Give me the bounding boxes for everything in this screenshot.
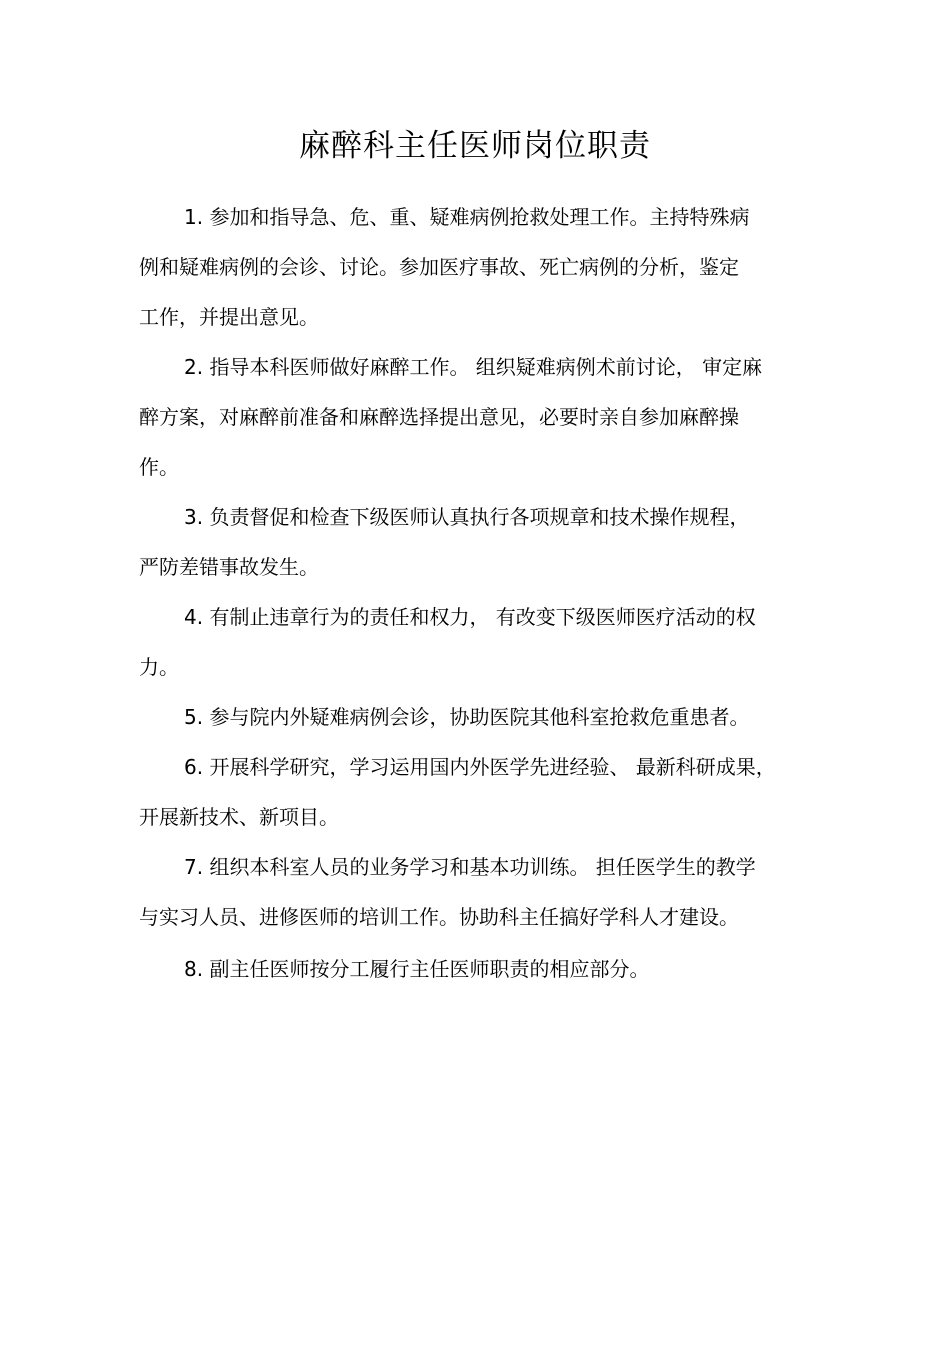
- duty-item-6-line-1: 6. 开展科学研究，学习运用国内外医学先进经验、 最新科研成果，: [184, 755, 776, 779]
- document-title: 麻醉科主任医师岗位职责: [299, 128, 651, 164]
- duty-item-4-line-2: 力。: [139, 655, 179, 679]
- duty-item-3-line-1: 3. 负责督促和检查下级医师认真执行各项规章和技术操作规程，: [184, 505, 750, 529]
- duty-item-2-line-3: 作。: [139, 455, 179, 479]
- duty-item-7-line-2: 与实习人员、进修医师的培训工作。协助科主任搞好学科人才建设。: [139, 905, 739, 929]
- duty-item-1-line-3: 工作，并提出意见。: [139, 305, 319, 329]
- duty-item-3-line-2: 严防差错事故发生。: [139, 555, 319, 579]
- duty-item-4-line-1: 4. 有制止违章行为的责任和权力， 有改变下级医师医疗活动的权: [184, 605, 756, 629]
- duty-item-2-line-1: 2. 指导本科医师做好麻醉工作。 组织疑难病例术前讨论， 审定麻: [184, 355, 763, 379]
- duty-item-7-line-1: 7. 组织本科室人员的业务学习和基本功训练。 担任医学生的教学: [184, 855, 756, 879]
- duty-item-8-line-1: 8. 副主任医师按分工履行主任医师职责的相应部分。: [184, 957, 650, 981]
- duty-item-6-line-2: 开展新技术、新项目。: [139, 805, 339, 829]
- duty-item-2-line-2: 醉方案，对麻醉前准备和麻醉选择提出意见，必要时亲自参加麻醉操: [139, 405, 739, 429]
- duty-item-1-line-2: 例和疑难病例的会诊、讨论。参加医疗事故、死亡病例的分析，鉴定: [139, 255, 739, 279]
- duty-item-5-line-1: 5. 参与院内外疑难病例会诊，协助医院其他科室抢救危重患者。: [184, 705, 750, 729]
- duty-item-1-line-1: 1. 参加和指导急、危、重、疑难病例抢救处理工作。主持特殊病: [184, 205, 750, 229]
